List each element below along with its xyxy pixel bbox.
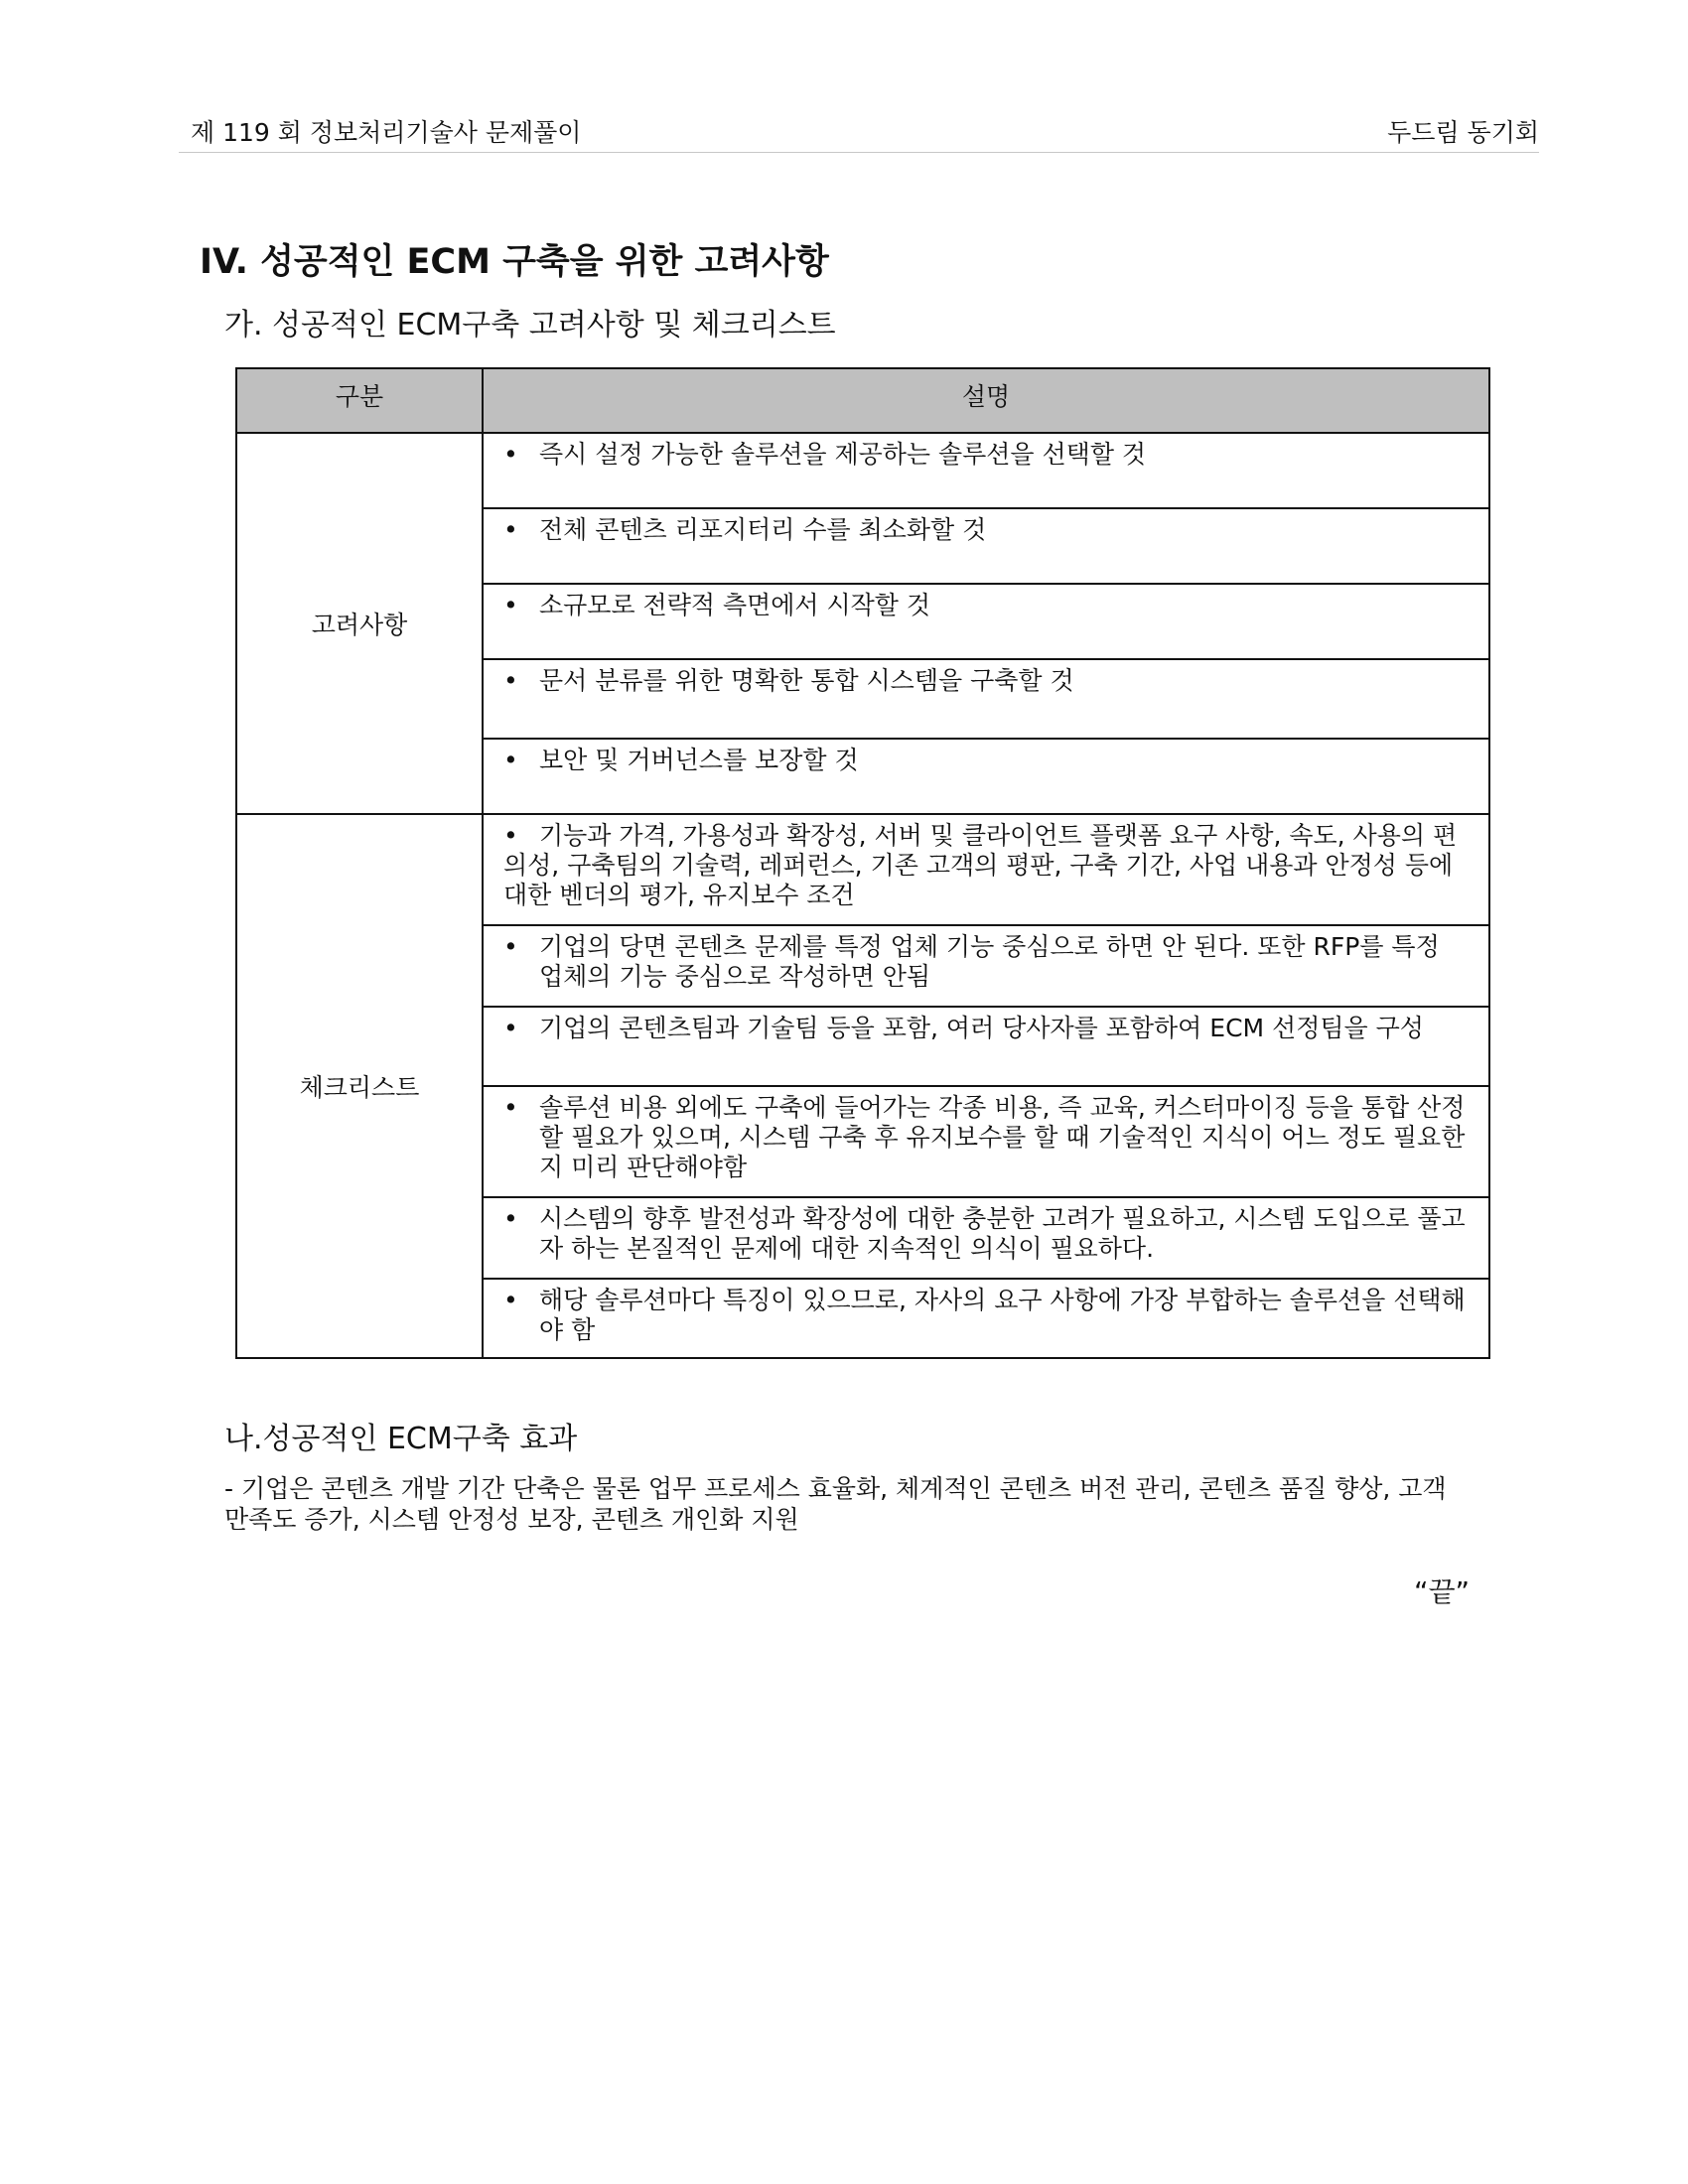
effect-title: 나.성공적인 ECM구축 효과 <box>224 1422 578 1456</box>
description-cell <box>483 1086 1489 1197</box>
description-cell <box>483 1007 1489 1086</box>
table-header-row <box>236 368 1489 433</box>
header-category: 구분 <box>236 368 483 433</box>
description-text: 솔루션 비용 외에도 구축에 들어가는 각종 비용, 즉 교육, 커스터마이징 등을 통합 산정할 필요가 있으며, 시스템 구축 후 유지보수를 할 때 기술적인 지식이 어느 정도 필요한지 미리 판단해야함 <box>539 1093 1466 1181</box>
header-group-name: 두드림 동기회 <box>1387 118 1539 147</box>
description-cell <box>483 814 1489 925</box>
bullet-icon: • <box>503 1204 518 1233</box>
description-text: 해당 솔루션마다 특징이 있으므로, 자사의 요구 사항에 가장 부합하는 솔루션을 선택해야 함 <box>539 1286 1466 1344</box>
effect-text: - 기업은 콘텐츠 개발 기간 단축은 물론 업무 프로세스 효율화, 체계적인 콘텐츠 버전 관리, 콘텐츠 품질 향상, 고객 만족도 증가, 시스템 안정성 보장, 콘텐츠 개인화 지원 <box>224 1474 1447 1534</box>
description-text: 보안 및 거버넌스를 보장할 것 <box>539 746 859 774</box>
bullet-icon: • <box>503 666 518 695</box>
bullet-icon: • <box>503 1093 518 1122</box>
description-cell <box>483 739 1489 814</box>
section-title: IV. 성공적인 ECM 구축을 위한 고려사항 <box>200 242 829 282</box>
bullet-icon: • <box>503 591 518 619</box>
bullet-icon: • <box>503 932 518 961</box>
description-cell <box>483 584 1489 659</box>
page-header <box>179 107 1539 153</box>
description-cell <box>483 1197 1489 1279</box>
bullet-icon: • <box>503 1014 518 1042</box>
description-cell <box>483 659 1489 739</box>
checklist-table <box>235 367 1490 1359</box>
header-description: 설명 <box>483 368 1489 433</box>
bullet-icon: • <box>503 515 518 544</box>
description-cell <box>483 433 1489 508</box>
description-cell <box>483 508 1489 584</box>
table-row <box>236 814 1489 925</box>
description-text: 소규모로 전략적 측면에서 시작할 것 <box>539 591 931 619</box>
bullet-icon: • <box>503 746 518 774</box>
description-text: 기능과 가격, 가용성과 확장성, 서버 및 클라이언트 플랫폼 요구 사항, 속도, 사용의 편의성, 구축팀의 기술력, 레퍼런스, 기존 고객의 평판, 구축 기간, 사업 내용과 안정성 등에 대한 벤더의 평가, 유지보수 조건 <box>503 821 1458 909</box>
description-cell <box>483 1279 1489 1358</box>
bullet-icon: • <box>503 821 518 850</box>
category-checklist: 체크리스트 <box>236 814 483 1358</box>
description-text: 전체 콘텐츠 리포지터리 수를 최소화할 것 <box>539 515 987 544</box>
description-text: 즉시 설정 가능한 솔루션을 제공하는 솔루션을 선택할 것 <box>539 440 1147 469</box>
description-text: 기업의 당면 콘텐츠 문제를 특정 업체 기능 중심으로 하면 안 된다. 또한 RFP를 특정 업체의 기능 중심으로 작성하면 안됨 <box>539 932 1440 991</box>
end-mark: “끝” <box>1414 1575 1471 1608</box>
table-row <box>236 433 1489 508</box>
description-text: 문서 분류를 위한 명확한 통합 시스템을 구축할 것 <box>539 666 1074 695</box>
description-cell <box>483 925 1489 1007</box>
description-text: 기업의 콘텐츠팀과 기술팀 등을 포함, 여러 당사자를 포함하여 ECM 선정팀을 구성 <box>539 1014 1424 1042</box>
bullet-icon: • <box>503 440 518 469</box>
header-exam-title: 제 119 회 정보처리기술사 문제풀이 <box>191 118 582 147</box>
description-text: 시스템의 향후 발전성과 확장성에 대한 충분한 고려가 필요하고, 시스템 도입으로 풀고자 하는 본질적인 문제에 대한 지속적인 의식이 필요하다. <box>539 1204 1466 1263</box>
category-considerations: 고려사항 <box>236 433 483 814</box>
bullet-icon: • <box>503 1286 518 1314</box>
sub-title: 가. 성공적인 ECM구축 고려사항 및 체크리스트 <box>224 308 836 342</box>
